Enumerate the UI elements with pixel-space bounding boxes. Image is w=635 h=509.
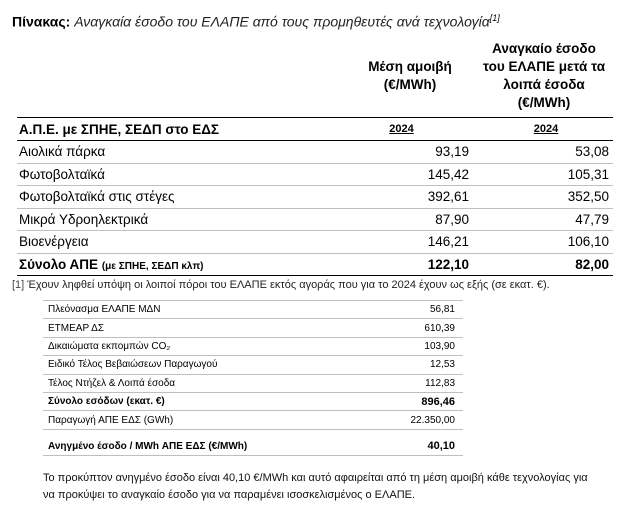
column-header-line: λοιπά έσοδα: [503, 77, 585, 92]
revenue-sum-value: 896,46: [377, 392, 463, 410]
required-revenue-value: 352,50: [479, 186, 613, 209]
revenue-value: 112,83: [377, 374, 463, 392]
total-average-remuneration: 122,10: [324, 253, 479, 276]
average-remuneration-value: 145,42: [324, 163, 479, 186]
row-label: Φωτοβολταϊκά: [17, 163, 324, 186]
revenue-label: Δικαιώματα εκπομπών CO₂: [43, 337, 377, 355]
revenue-value: 103,90: [377, 337, 463, 355]
title-label: Πίνακας:: [12, 13, 71, 30]
revenue-value: 610,39: [377, 319, 463, 337]
title-text: Αναγκαία έσοδο του ΕΛΑΠΕ από τους προμηθευτές ανά τεχνολογία: [74, 13, 490, 30]
page-title: [12, 13, 500, 30]
footnote-ref: [1]: [12, 279, 25, 291]
revenue-value: 56,81: [377, 301, 463, 319]
footnote-text: [12, 279, 550, 291]
required-revenue-value: 47,79: [479, 208, 613, 231]
technology-table: [17, 117, 613, 276]
total-row: [17, 253, 613, 276]
list-item: [43, 356, 463, 374]
revenue-label: ΕΤΜΕΑΡ ΔΣ: [43, 319, 377, 337]
revenue-value: 12,53: [377, 356, 463, 374]
per-mwh-value: 40,10: [377, 438, 463, 456]
average-remuneration-value: 392,61: [324, 186, 479, 209]
average-remuneration-value: 146,21: [324, 231, 479, 254]
list-item: [43, 319, 463, 337]
footer-line: να προκύψει το αναγκαίο έσοδο για να παραμένει ισοσκελισμένος ο ΕΛΑΠΕ.: [43, 489, 416, 501]
required-revenue-value: 53,08: [479, 141, 613, 164]
table-row: [17, 208, 613, 231]
table-header-label: Α.Π.Ε. με ΣΠΗΕ, ΣΕΔΠ στο ΕΔΣ: [17, 118, 324, 141]
footnote-link[interactable]: [1]: [489, 13, 500, 23]
table-row: [17, 231, 613, 254]
per-mwh-row: [43, 438, 463, 456]
table-row: [17, 163, 613, 186]
column-header-line: (€/MWh): [383, 77, 437, 92]
list-item: [43, 301, 463, 319]
revenue-sum-label: Σύνολο εσόδων (εκατ. €): [43, 392, 377, 410]
total-label-text: Σύνολο ΑΠΕ: [19, 256, 99, 272]
column-header-line: Αναγκαίο έσοδο: [492, 41, 596, 56]
revenue-sum-row: [43, 392, 463, 410]
table-header-row: [17, 118, 613, 141]
list-item: [43, 337, 463, 355]
column-header-line: (€/MWh): [517, 95, 571, 110]
footnote-body: Έχουν ληφθεί υπόψη οι λοιποί πόροι του ΕΛΑΠΕ εκτός αγοράς που για το 2024 έχουν ως εξής (σε εκατ. €).: [27, 279, 550, 291]
column-header-line: Μέση αμοιβή: [368, 59, 452, 74]
spacer-row: [43, 429, 463, 438]
column-header-required-revenue: [470, 40, 618, 112]
production-label: Παραγωγή ΑΠΕ ΕΔΣ (GWh): [43, 411, 377, 429]
total-label-qualifier: (με ΣΠΗΕ, ΣΕΔΠ κλπ): [101, 260, 204, 272]
spacer-cell: [377, 429, 463, 438]
per-mwh-label: Ανηγμένο έσοδο / MWh ΑΠΕ ΕΔΣ (€/MWh): [43, 438, 377, 456]
average-remuneration-value: 87,90: [324, 208, 479, 231]
spacer-cell: [43, 429, 377, 438]
production-row: [43, 411, 463, 429]
revenue-label: Τέλος Ντήζελ & Λοιπά έσοδα: [43, 374, 377, 392]
year-header: 2024: [479, 118, 613, 141]
total-required-revenue: 82,00: [479, 253, 613, 276]
required-revenue-value: 106,10: [479, 231, 613, 254]
average-remuneration-value: 93,19: [324, 141, 479, 164]
table-row: [17, 141, 613, 164]
list-item: [43, 374, 463, 392]
required-revenue-value: 105,31: [479, 163, 613, 186]
year-header: 2024: [324, 118, 479, 141]
revenue-label: Πλεόνασμα ΕΛΑΠΕ ΜΔΝ: [43, 301, 377, 319]
column-header-average-remuneration: [355, 58, 465, 94]
total-label: [17, 253, 324, 276]
footer-paragraph: [43, 470, 603, 504]
row-label: Βιοενέργεια: [17, 231, 324, 254]
footer-line: Το προκύπτον ανηγμένο έσοδο είναι 40,10 €/MWh και αυτό αφαιρείται από τη μέση αμοιβή κάθε τεχνολογίας για: [43, 472, 588, 484]
column-header-line: του ΕΛΑΠΕ μετά τα: [482, 59, 606, 74]
table-row: [17, 186, 613, 209]
row-label: Φωτοβολταϊκά στις στέγες: [17, 186, 324, 209]
other-revenue-table: [43, 300, 463, 456]
row-label: Μικρά Υδροηλεκτρικά: [17, 208, 324, 231]
production-value: 22.350,00: [377, 411, 463, 429]
revenue-label: Ειδικό Τέλος Βεβαιώσεων Παραγωγού: [43, 356, 377, 374]
row-label: Αιολικά πάρκα: [17, 141, 324, 164]
